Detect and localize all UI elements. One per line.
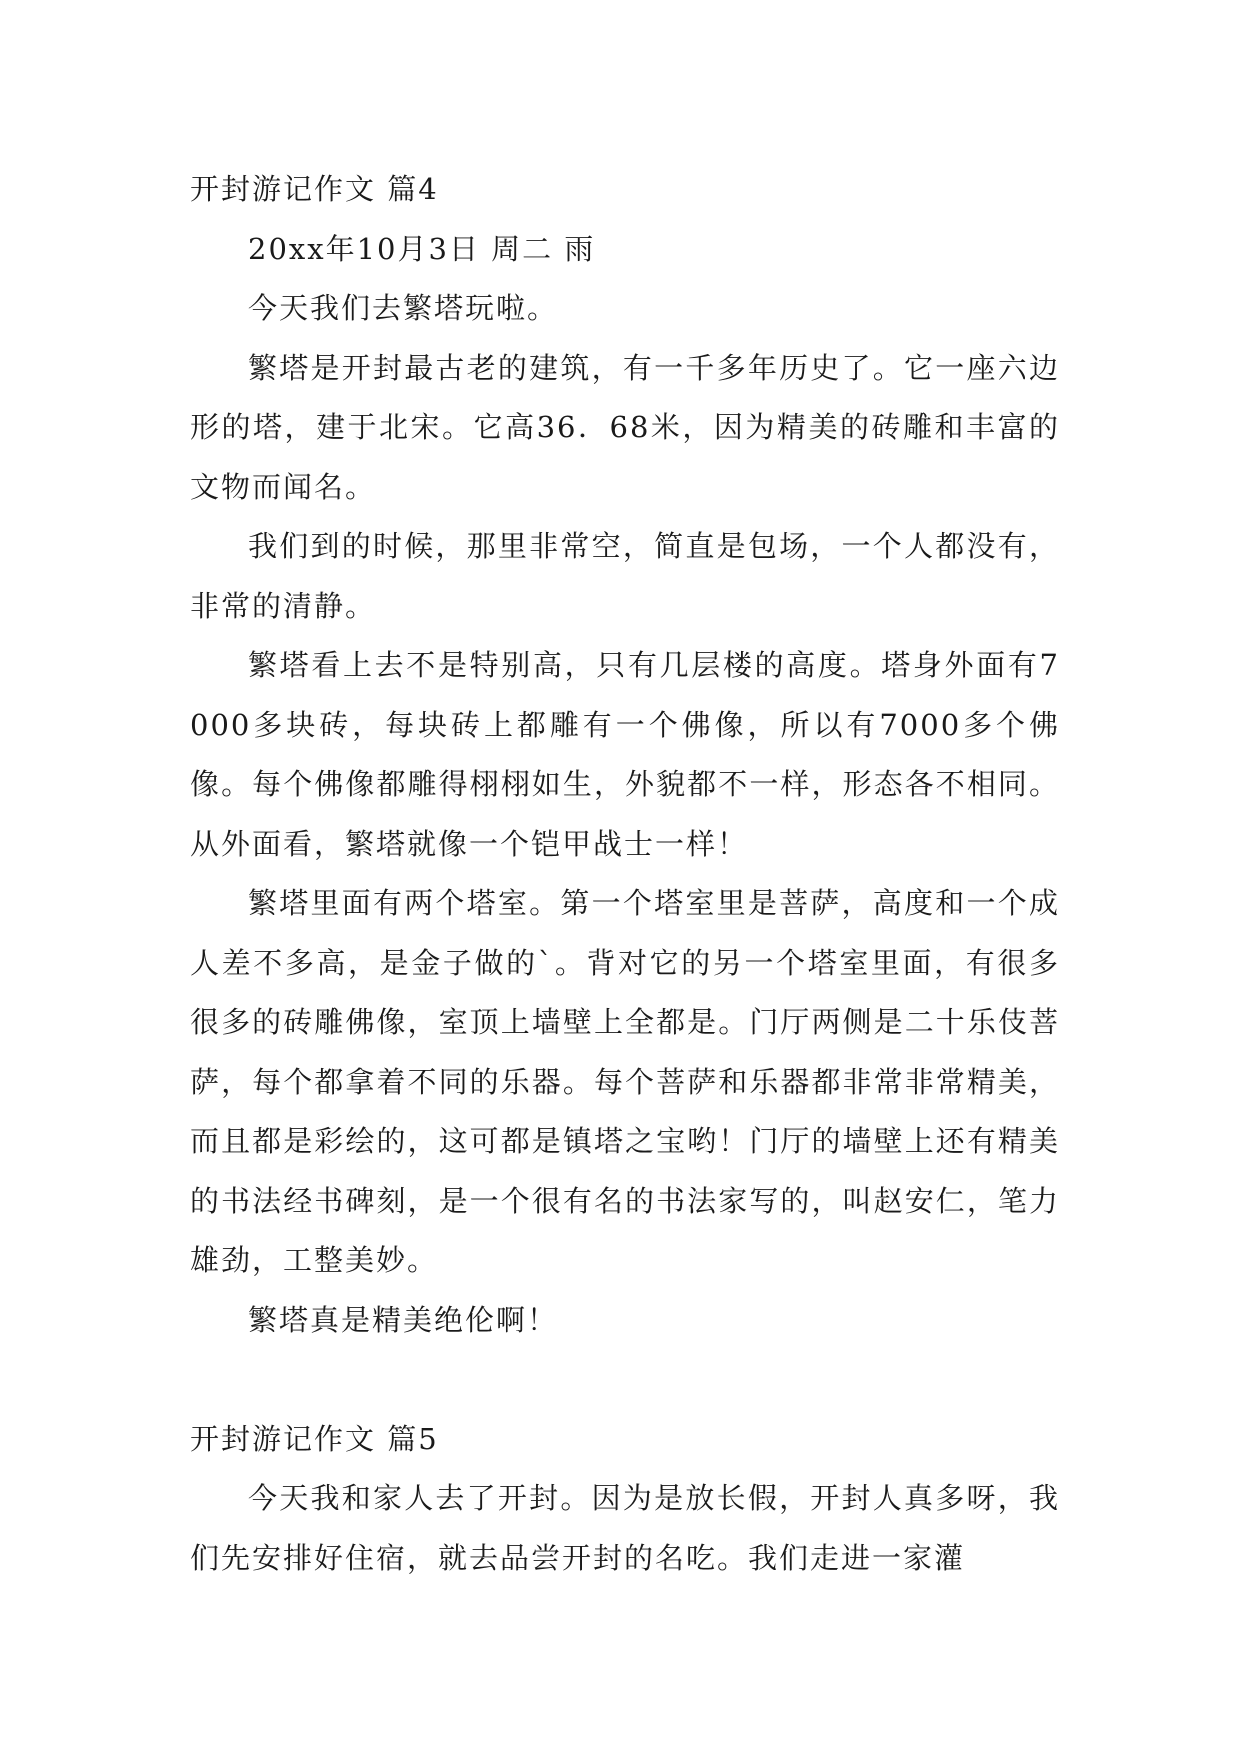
paragraph: 今天我和家人去了开封。因为是放长假，开封人真多呀，我们先安排好住宿，就去品尝开封的名吃。我们走进一家灌 [190, 1481, 1060, 1575]
section-4-heading: 开封游记作文 篇4 [190, 172, 439, 206]
section-divider-space [190, 1350, 1060, 1410]
paragraph: 今天我们去繁塔玩啦。 [248, 291, 559, 325]
paragraph: 我们到的时候，那里非常空，简直是包场，一个人都没有，非常的清静。 [190, 529, 1060, 623]
diary-date-line: 20xx年10月3日 周二 雨 [248, 231, 596, 266]
document-body [190, 160, 1060, 1588]
paragraph: 繁塔里面有两个塔室。第一个塔室里是菩萨，高度和一个成人差不多高，是金子做的`。背对它的另一个塔室里面，有很多很多的砖雕佛像，室顶上墙壁上全都是。门厅两侧是二十乐伎菩萨，每个都拿着不同的乐器。每个菩萨和乐器都非常非常精美，而且都是彩绘的，这可都是镇塔之宝哟！门厅的墙壁上还有精美的书法经书碑刻，是一个很有名的书法家写的，叫赵安仁，笔力雄劲，工整美妙。 [190, 886, 1060, 1277]
section-5-heading: 开封游记作文 篇5 [190, 1421, 439, 1456]
paragraph: 繁塔真是精美绝伦啊！ [248, 1302, 559, 1337]
paragraph: 繁塔看上去不是特别高，只有几层楼的高度。塔身外面有7000多块砖，每块砖上都雕有一个佛像，所以有7000多个佛像。每个佛像都雕得栩栩如生，外貌都不一样，形态各不相同。从外面看，繁塔就像一个铠甲战士一样！ [190, 648, 1060, 861]
paragraph: 繁塔是开封最古老的建筑，有一千多年历史了。它一座六边形的塔，建于北宋。它高36．68米，因为精美的砖雕和丰富的文物而闻名。 [190, 350, 1060, 504]
